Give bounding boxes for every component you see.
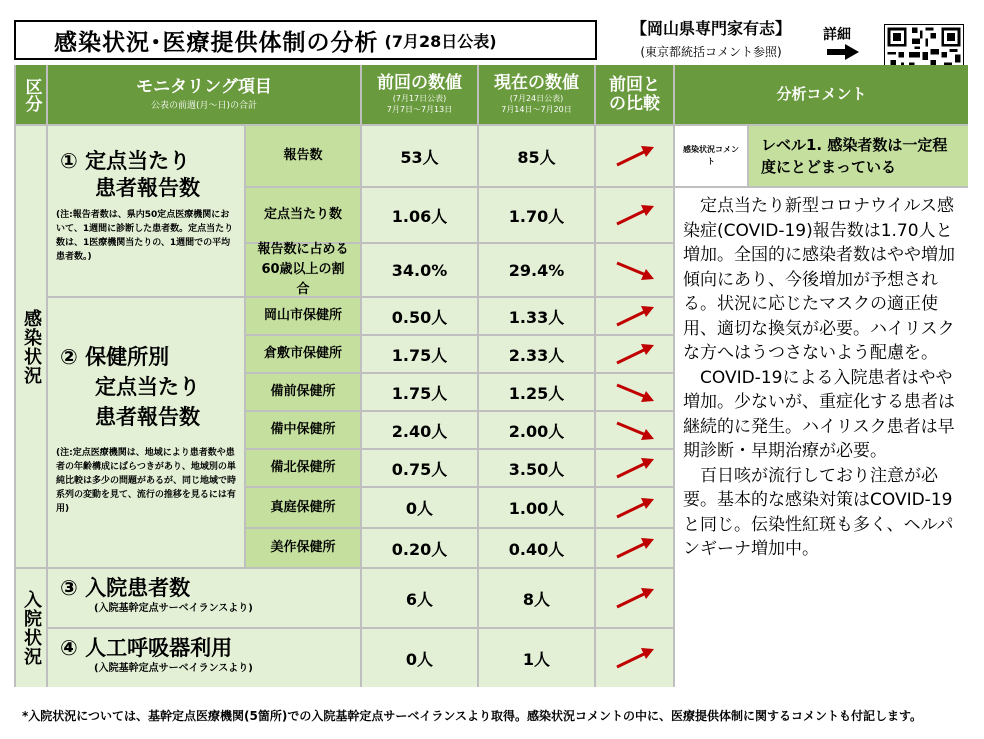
trend-arrow-icon <box>596 126 673 186</box>
prev-value: 6人 <box>362 569 477 627</box>
curr-value: 8人 <box>479 569 594 627</box>
header-compare: 前回との比較 <box>596 65 673 124</box>
trend-arrow-icon <box>596 298 673 334</box>
expert-ref: (東京都統括コメント参照) <box>640 45 782 59</box>
item-cell: 美作保健所 <box>246 529 360 567</box>
trend-arrow-icon <box>612 534 658 562</box>
header-curr: 現在の数値 (7月24日公表) 7月14日～7月20日 <box>479 65 594 124</box>
curr-value: 1.25人 <box>479 374 594 410</box>
trend-arrow-icon <box>612 142 658 170</box>
trend-arrow-icon <box>612 584 658 612</box>
prev-value: 1.75人 <box>362 336 477 372</box>
detail-label: 詳細 <box>823 27 851 43</box>
trend-arrow-icon <box>612 201 658 229</box>
trend-arrow-icon <box>612 644 658 672</box>
item-cell: 備北保健所 <box>246 450 360 486</box>
trend-arrow-icon <box>612 302 658 330</box>
trend-arrow-icon <box>596 629 673 687</box>
header-prev: 前回の数値 (7月17日公表) 7月7日～7月13日 <box>362 65 477 124</box>
footer-note: *入院状況については、基幹定点医療機関(5箇所)での入院基幹定点サーベイランスより取得。感染状況コメントの中に、医療提供体制に関するコメントも付記します。 <box>22 709 923 723</box>
curr-value: 1.33人 <box>479 298 594 334</box>
section-infection: 感染状況 <box>16 126 46 567</box>
trend-arrow-icon <box>596 188 673 242</box>
prev-value: 1.75人 <box>362 374 477 410</box>
curr-value: 0.40人 <box>479 529 594 567</box>
comment-paragraph: COVID-19による入院患者はやや増加。少ないが、重症化する患者は継続的に発生。ハイリスク患者は早期診断・早期治療が必要。 <box>683 367 955 461</box>
header-comment: 分析コメント <box>675 65 968 124</box>
trend-arrow-icon <box>596 529 673 567</box>
trend-arrow-icon <box>612 454 658 482</box>
prev-value: 0.75人 <box>362 450 477 486</box>
item-cell: 倉敷市保健所 <box>246 336 360 372</box>
level-tag: 感染状況コメント <box>675 126 747 186</box>
trend-arrow-icon <box>612 256 658 284</box>
trend-arrow-icon <box>612 494 658 522</box>
right-arrow-icon <box>827 44 859 60</box>
prev-value: 0人 <box>362 629 477 687</box>
prev-value: 0.50人 <box>362 298 477 334</box>
curr-value: 1人 <box>479 629 594 687</box>
comment-paragraph: 百日咳が流行しており注意が必要。基本的な感染対策はCOVID-19と同じ。伝染性紅斑も多く、ヘルパンギーナ増加中。 <box>683 465 954 559</box>
trend-arrow-icon <box>596 244 673 296</box>
prev-value: 34.0% <box>362 244 477 296</box>
analysis-table <box>14 65 968 687</box>
header-kubun: 区分 <box>16 65 46 124</box>
trend-arrow-icon <box>612 416 658 444</box>
prev-value: 53人 <box>362 126 477 186</box>
curr-value: 85人 <box>479 126 594 186</box>
curr-value: 3.50人 <box>479 450 594 486</box>
level-text: レベル1. 感染者数は一定程度にとどまっている <box>749 126 968 186</box>
trend-arrow-icon <box>596 569 673 627</box>
category-4: ④ 人工呼吸器利用 (入院基幹定点サーベイランスより) <box>48 629 360 687</box>
comment-paragraph: 定点当たり新型コロナウイルス感染症(COVID-19)報告数は1.70人と増加。全国的に感染者数はやや増加傾向にあり、今後増加が予想される。状況に応じたマスクの適正使用、適切な換気が必要。ハイリスクな方へはうつさないよう配慮を。 <box>683 196 955 363</box>
curr-value: 1.70人 <box>479 188 594 242</box>
prev-value: 2.40人 <box>362 412 477 448</box>
trend-arrow-icon <box>596 450 673 486</box>
trend-arrow-icon <box>596 412 673 448</box>
page-title: 感染状況･医療提供体制の分析 <box>54 29 379 56</box>
category-3: ③ 入院患者数 (入院基幹定点サーベイランスより) <box>48 569 360 627</box>
item-cell: 岡山市保健所 <box>246 298 360 334</box>
item-cell: 真庭保健所 <box>246 488 360 527</box>
trend-arrow-icon <box>596 336 673 372</box>
expert-block <box>606 16 816 60</box>
trend-arrow-icon <box>612 378 658 406</box>
item-cell: 報告数に占める60歳以上の割合 <box>246 244 360 296</box>
section-hospital: 入院状況 <box>16 569 46 687</box>
prev-value: 0.20人 <box>362 529 477 567</box>
title-box <box>14 20 597 60</box>
curr-value: 1.00人 <box>479 488 594 527</box>
prev-value: 0人 <box>362 488 477 527</box>
curr-value: 2.00人 <box>479 412 594 448</box>
trend-arrow-icon <box>596 374 673 410</box>
expert-name: 【岡山県専門家有志】 <box>630 19 791 38</box>
curr-value: 29.4% <box>479 244 594 296</box>
item-cell: 備中保健所 <box>246 412 360 448</box>
header-monitoring: モニタリング項目 公表の前週(月～日)の合計 <box>48 65 360 124</box>
item-cell: 定点当たり数 <box>246 188 360 242</box>
item-cell: 報告数 <box>246 126 360 186</box>
prev-value: 1.06人 <box>362 188 477 242</box>
trend-arrow-icon <box>596 488 673 527</box>
curr-value: 2.33人 <box>479 336 594 372</box>
analysis-comment <box>675 188 968 687</box>
trend-arrow-icon <box>612 340 658 368</box>
page-date: (7月28日公表) <box>384 31 497 51</box>
category-1: ① 定点当たり 患者報告数 (注:報告者数は、県内50定点医療機関において、1週間に診断した患者数。定点当たり数は、1医療機関当たりの、1週間での平均患者数。) <box>48 126 244 296</box>
category-2: ② 保健所別 定点当たり 患者報告数 (注:定点医療機関は、地域により患者数や患者の年齢構成にばらつきがあり、地域別の単純比較は多少の問題があるが、同じ地域で時系列の変動を見て、流行の推移を見るには有用) <box>48 298 244 567</box>
item-cell: 備前保健所 <box>246 374 360 410</box>
